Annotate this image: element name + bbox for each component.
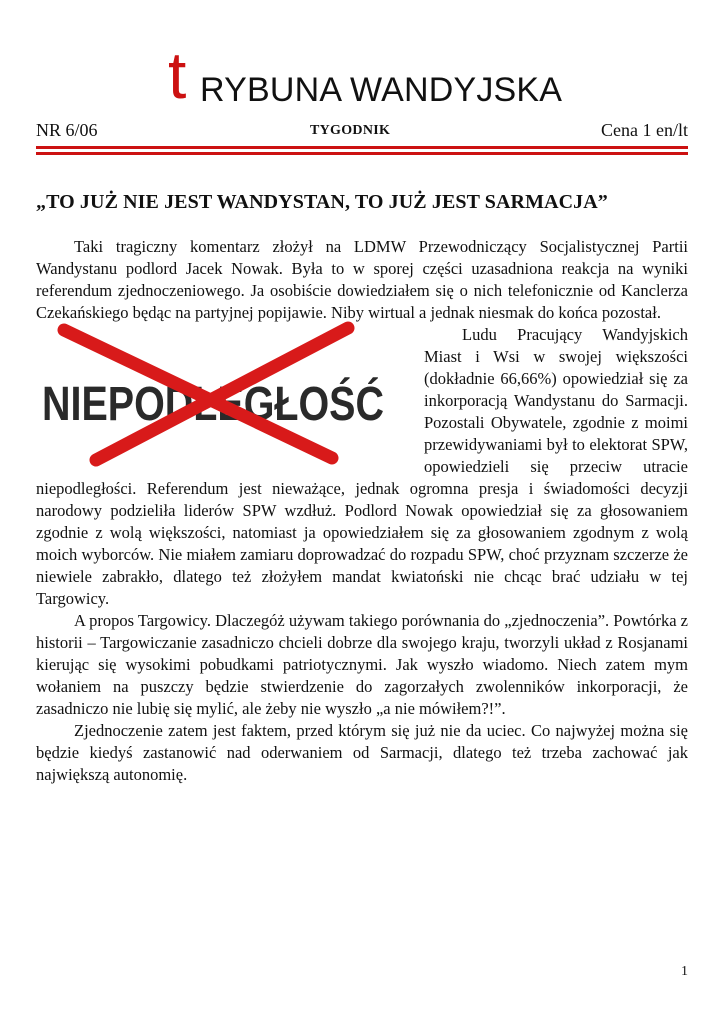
crossed-out-independence-image [36, 326, 459, 464]
crossed-out-independence-graphic [36, 326, 459, 464]
article-paragraph: Taki tragiczny komentarz złożył na LDMW Przewodniczący Socjalistycznej Partii Wandystanu podlord Jacek Nowak. Była to w sporej części uzasadniona reakcja na wyniki referendum zjednoczeniowego. Ja osobiście dowiedziałem się o nich telefonicznie od Kanclerza Czekańskiego będąc na partyjnej popijawie. Niby wirtual a jednak niesmak do końca pozostał. [36, 237, 688, 322]
issue-number: NR 6/06 [36, 120, 98, 140]
article-paragraph: Zjednoczenie zatem jest faktem, przed którym się już nie da uciec. Co najwyżej można się będzie kiedyś zastanowić nad oderwaniem od Sarmacji, dlatego też trzeba zachować jak największą autonomię. [36, 721, 688, 784]
page-number: 1 [681, 964, 688, 979]
article-headline: „TO JUŻ NIE JEST WANDYSTAN, TO JUŻ JEST SARMACJA” [36, 191, 608, 213]
issue-info-row [36, 120, 688, 144]
masthead [0, 38, 724, 112]
article-body [36, 236, 688, 786]
article-paragraph: Ludu Pracujący Wandyjskich Miast i Wsi w swojej większości (dokładnie 66,66%) opowiedział się za inkorporacją Wandystanu do Sarmacji. Pozostali Obywatele, zgodnie z moimi przewidywaniami był to elektorat SPW, opowiedzieli się przeciw utracie niepodległości. Referendum jest nieważące, jednak ogromna presja i świadomości decyzji narodowy podzieliła liderów SPW wzdłuż. Podlord Nowak opowiedział się za głosowaniem zgodnie z wolą większości, natomiast ja opowiedziałem się za głosowaniem zgodnym z wolą moich wyborców. Nie miałem zamiaru doprowadzać do rozpadu SPW, choć przyznam szczerze że niewiele zabrakło, dlatego też złożyłem mandat kwiatoński nie chcąc brać udziału w tej Targowicy. [36, 325, 688, 608]
article-paragraph: A propos Targowicy. Dlaczegóż używam takiego porównania do „zjednoczenia”. Powtórka z historii – Targowiczanie zasadniczo chcieli dobrze dla swojego kraju, tworzyli układ z Rosjanami kierując się wysokimi pobudkami patriotycznymi. Jak wyszło wiadomo. Niech zatem mym wołaniem na puszczy będzie stwierdzenie do zagorzałych zwolenników inkorporacji, że zasadniczo nie lubię się mylić, ale żeby nie wyszło „a nie mówiłem?!”. [36, 611, 688, 718]
independence-word: NIEPODLEGŁOŚĆ [42, 378, 459, 431]
header-divider-bottom [36, 152, 688, 155]
issue-frequency: TYGODNIK [310, 123, 391, 138]
issue-price: Cena 1 en/lt [601, 120, 688, 140]
header-divider-top [36, 146, 688, 149]
masthead-initial: t [168, 38, 187, 112]
masthead-title: RYBUNA WANDYJSKA [200, 71, 563, 109]
